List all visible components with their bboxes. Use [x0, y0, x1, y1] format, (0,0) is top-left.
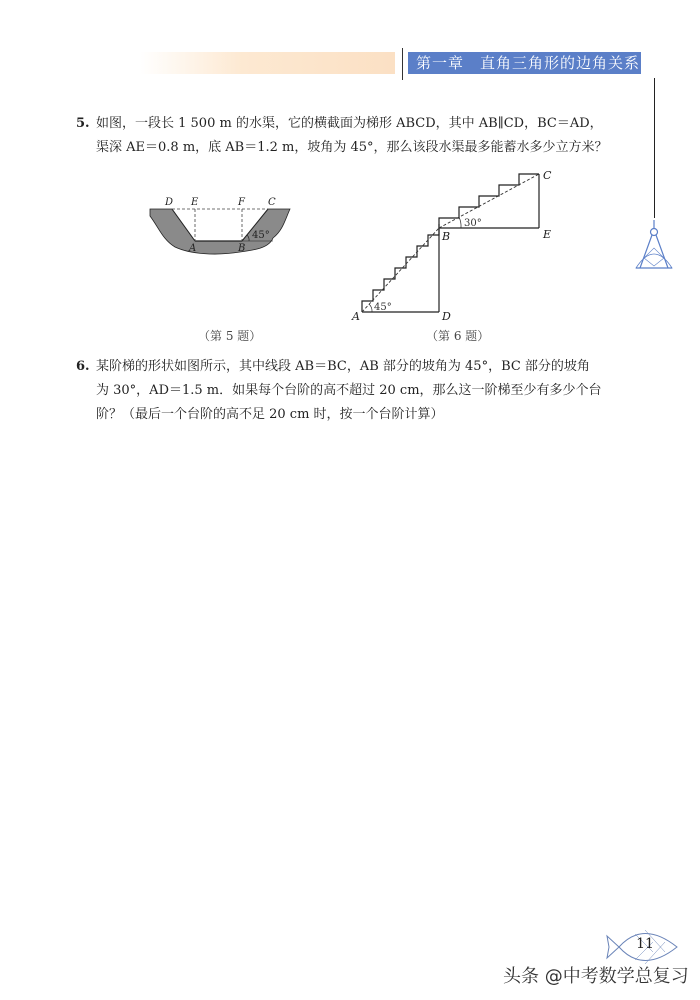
staircase-figure: [340, 168, 570, 328]
label-e: E: [543, 228, 552, 241]
label-d: D: [165, 197, 174, 208]
label-d: D: [442, 310, 451, 323]
margin-rule: [654, 78, 655, 218]
label-c: C: [543, 169, 552, 182]
angle-45-label: 45°: [374, 302, 392, 313]
problem-text-line: 某阶梯的形状如图所示，其中线段 AB＝BC，AB 部分的坡角为 45°，BC 部分的坡角: [96, 359, 590, 374]
figure-5-caption: （第 5 题）: [198, 329, 262, 343]
label-b: B: [442, 230, 451, 243]
problem-text-line: 渠深 AE＝0.8 m，底 AB＝1.2 m，坡角为 45°，那么该段水渠最多能蓄水多少立方米？: [96, 140, 608, 155]
figure-6-caption: （第 6 题）: [426, 329, 490, 343]
label-e: E: [191, 197, 199, 208]
label-a: A: [352, 310, 360, 323]
page-number: 11: [636, 936, 654, 952]
angle-30-label: 30°: [464, 218, 482, 229]
chapter-banner: [408, 52, 641, 74]
watermark: 头条 @中考数学总复习: [503, 966, 689, 987]
problem-number: 6.: [76, 359, 90, 374]
label-f: F: [238, 197, 245, 208]
problem-5: [76, 112, 636, 160]
label-b: B: [238, 243, 246, 254]
problem-6: [76, 355, 636, 427]
header-divider: [402, 48, 403, 80]
label-a: A: [189, 243, 197, 254]
canal-cross-section-figure: [145, 190, 295, 270]
label-c: C: [268, 197, 276, 208]
compass-icon: [632, 218, 676, 274]
problem-number: 5.: [76, 116, 90, 131]
chapter-number: 第一章: [416, 54, 465, 72]
angle-label: 45°: [252, 230, 270, 241]
problem-text-line: 阶？（最后一个台阶的高不足 20 cm 时，按一个台阶计算）: [96, 407, 444, 422]
header-decoration: [140, 52, 395, 74]
problem-text-line: 为 30°，AD＝1.5 m．如果每个台阶的高不超过 20 cm，那么这一阶梯至少有多少个台: [96, 383, 602, 398]
chapter-title: 直角三角形的边角关系: [480, 54, 641, 72]
problem-text-line: 如图，一段长 1 500 m 的水渠，它的横截面为梯形 ABCD，其中 AB∥CD，BC＝AD，: [96, 116, 603, 131]
